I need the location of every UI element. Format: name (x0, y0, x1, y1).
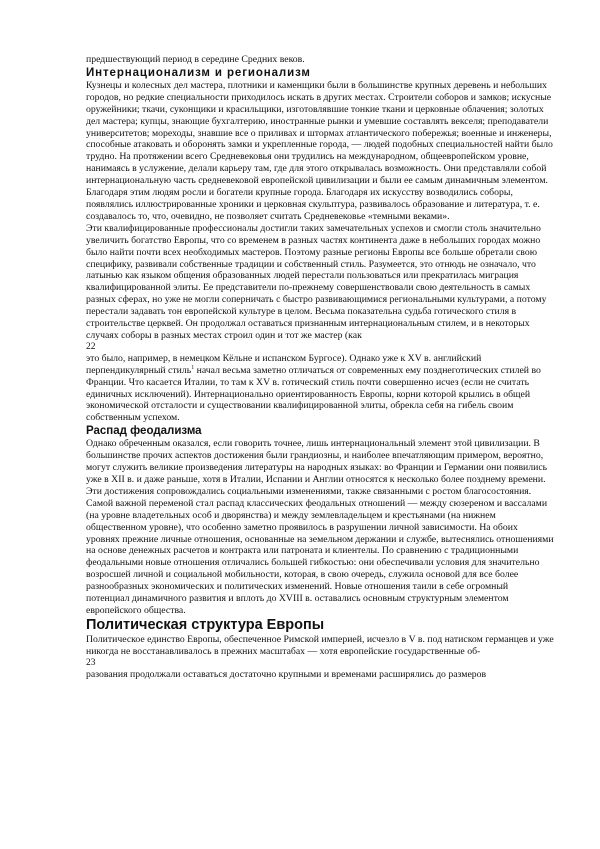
paragraph-gothic-style-part2: начал весьма заметно отличаться от современных ему позднеготических стилей во Франции. Что касается Италии, то там к XV в. готический стиль почти совершенно исчез (если не считать единичных исключений). Интернационально ориентированность Европы, корни которой крылись в общей экономической отсталости и существовании квалифицированной элиты, обрекла себя на гибель своим собственным успехом. (86, 364, 541, 424)
footnote-mark: 1 (191, 364, 195, 371)
heading-political-structure: Политическая структура Европы (86, 616, 325, 633)
paragraph-craftsmen: Кузнецы и колесных дел мастера, плотники и каменщики были в большинстве крупных деревень и небольших городов, но редкие специальности приходилось искать в других местах. Строители соборов и замков; искусные оружейники; ткачи, суконщики и красильщики, изготовлявшие тонкие ткани и церковные облачения; золотых дел мастера; купцы, знающие бухгалтерию, иностранные рынки и умевшие составлять векселя; преподаватели университетов; мореходы, знавшие все о приливах и штормах атлантического побережья; военные и инженеры, способные атаковать и оборонять замки и укрепленные города, — людей подобных специальностей найти было трудно. На протяжении всего Средневековья они трудились на международном, общеевропейском уровне, нанимаясь в услужение, делали карьеру там, где для этого открывалась возможность. Они представляли собой интернациональную часть средневековой европейской цивилизации и были ее самым динамичным элементом. Благодаря этим людям росли и богатели крупные города. Благодаря их искусству возводились соборы, появлялись иллюстрированные хроники и церковная скульптура, развивалось образование и литература, т. е. создавалось то, что, очевидно, не позволяет считать Средневековье «темными веками». (86, 79, 553, 222)
page-number: 23 (86, 657, 96, 668)
paragraph-professionals: Эти квалифицированные профессионалы достигли таких замечательных успехов и смогли столь значительно увеличить богатство Европы, что со временем в разных частях континента даже в небольших городах можно было найти почти всех необходимых мастеров. Поэтому разные регионы Европы все больше обретали свою специфику, развивали собственные традиции и собственный стиль. Разумеется, это отнюдь не означало, что латынью как языком общения образованных людей перестали пользоваться или прекратилась миграция квалифицированной элиты. Ее представители по-прежнему совершенствовали свою деятельность в самых разных сферах, но уже не могли соперничать с быстро развивающимися региональными культурами, а потому перестали задавать тон европейской культуре в целом. Весьма показательна судьба готического стиля в строительстве церквей. Он продолжал оставаться признанным интернациональным стилем, и в некоторых случаях соборы в разных местах строил один и тот же мастер (как (86, 222, 547, 341)
heading-internationalism: Интернационализм и регионализм (86, 66, 311, 79)
document-page (86, 54, 554, 681)
heading-feudalism: Распад феодализма (86, 425, 202, 438)
paragraph-gothic-style-part1: это было, например, в немецком Кёльне и испанском Бургосе). Однако уже к XV в. английский перпендикулярный стиль (86, 352, 482, 376)
paragraph-continuation: разования продолжали оставаться достаточно крупными и временами расширялись до размеров (86, 668, 487, 680)
paragraph-feudalism: Однако обреченным оказался, если говорить точнее, лишь интернациональный элемент этой цивилизации. В большинстве прочих аспектов достижения были грандиозны, и наиболее впечатляющим примером, вероятно, могут служить великие произведения литературы на народных языках: во Франции и Германии они появились уже в XII в. и даже раньше, хотя в Италии, Испании и Англии относятся к несколько более позднему времени. Эти достижения сопровождались социальными изменениями, также связанными с ростом благосостояния. Самой важной переменой стал распад классических феодальных отношений — между сюзереном и вассалами (на уровне владетельных особ и дворянства) и между землевладельцем и крестьянами (на нижнем общественном уровне), что особенно заметно проявилось в разрушении личной зависимости. На обоих уровнях прежние личные отношения, основанные на земельном держании и службе, вытеснялись отношениями на основе денежных расчетов и контракта или патроната и клиентелы. По сравнению с традиционными феодальными новые отношения отличались большей гибкостью: они обеспечивали условия для значительно возросшей личной и социальной мобильности, которая, в свою очередь, служила основой для все более разнообразных экономических и политических изменений. Новые отношения таили в себе огромный потенциал динамичного развития и вплоть до XVIII в. оставались основным структурным элементом европейского общества. (86, 438, 554, 616)
intro-line: предшествующий период в середине Средних веков. (86, 54, 305, 65)
paragraph-gothic-style (86, 353, 554, 424)
page-number: 22 (86, 341, 96, 352)
paragraph-political-unity: Политическое единство Европы, обеспеченное Римской империей, исчезло в V в. под натиском германцев и уже никогда не восстанавливалось в прежних масштабах — хотя европейские государственные об- (86, 633, 554, 657)
